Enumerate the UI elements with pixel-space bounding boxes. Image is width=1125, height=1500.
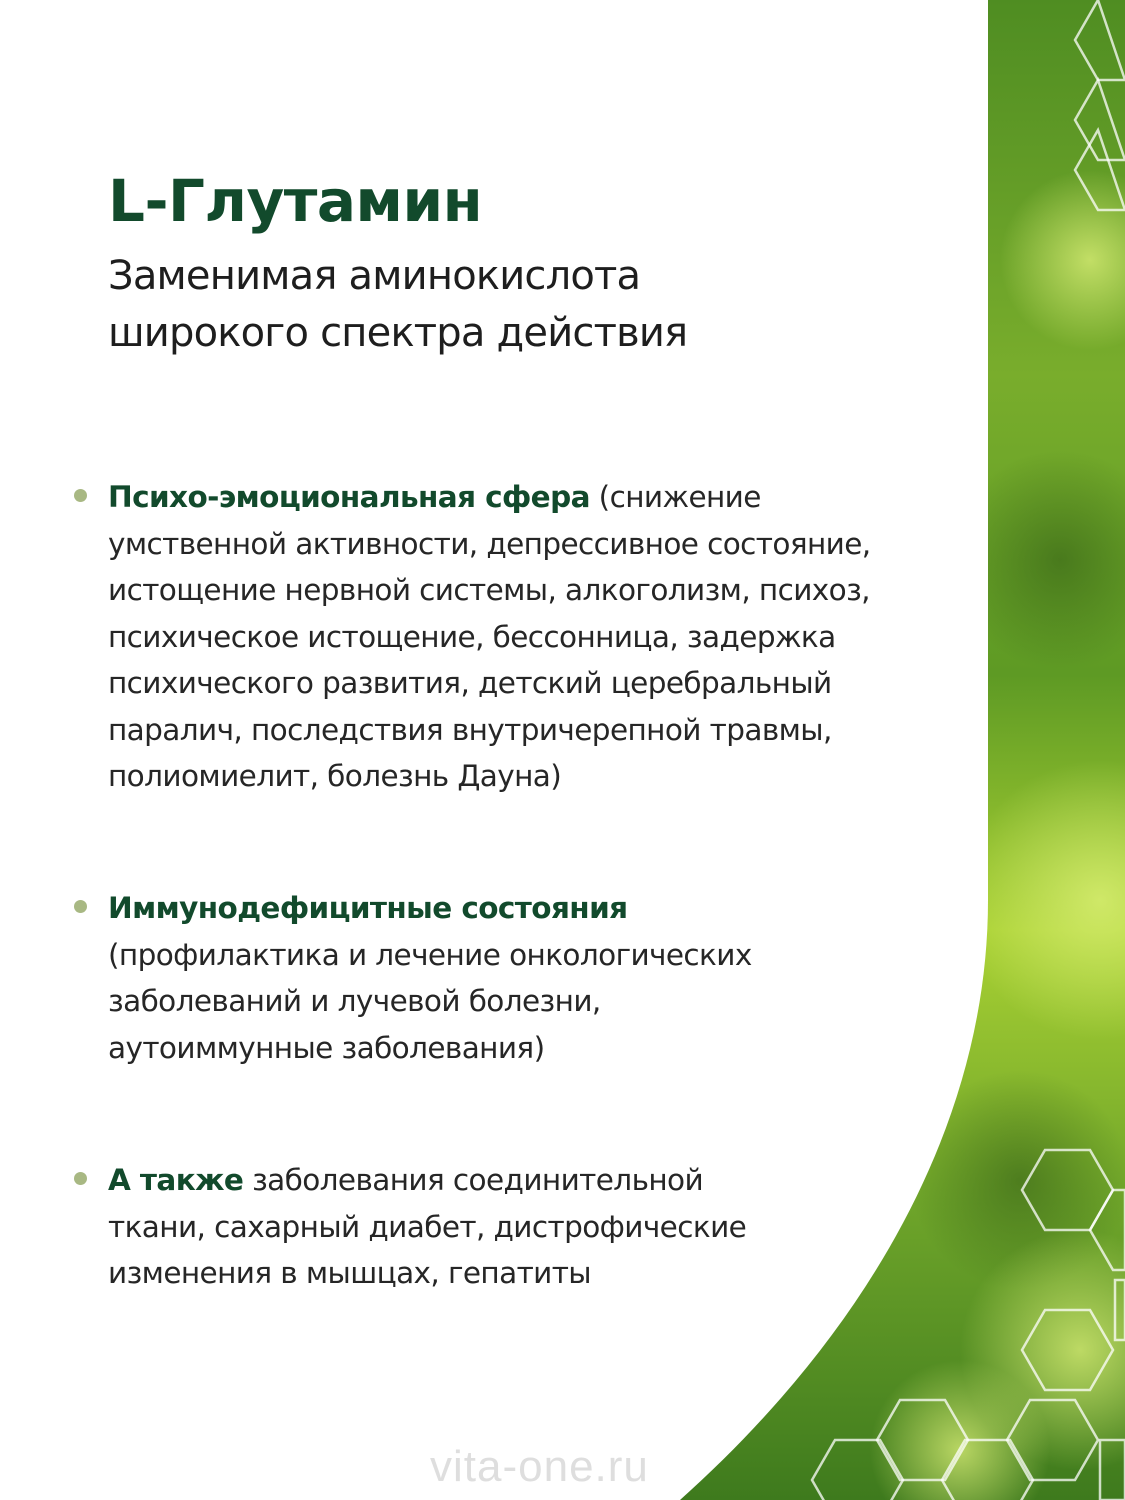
- item-lead-rest: (снижение: [589, 480, 761, 514]
- page-subtitle: [108, 248, 687, 362]
- item-line: ткани, сахарный диабет, дистрофические: [108, 1209, 747, 1244]
- page-title: L-Глутамин: [108, 167, 483, 235]
- item-line: [108, 885, 908, 932]
- list-item-text: [108, 885, 908, 1071]
- bullet-icon: [74, 900, 87, 913]
- item-line: психическое истощение, бессонница, задержка: [108, 619, 836, 654]
- item-line: заболеваний и лучевой болезни,: [108, 984, 601, 1018]
- subtitle-line: широкого спектра действия: [108, 310, 688, 356]
- item-lead: А также: [108, 1163, 244, 1197]
- bullet-icon: [74, 1172, 87, 1185]
- item-line: аутоиммунные заболевания): [108, 1030, 545, 1065]
- item-line: [108, 1157, 908, 1204]
- item-line: психического развития, детский церебральный: [108, 666, 832, 700]
- item-lead: Психо-эмоциональная сфера: [108, 480, 590, 514]
- item-line: умственной активности, депрессивное состояние,: [108, 526, 871, 561]
- item-line: истощение нервной системы, алкоголизм, психоз,: [108, 573, 870, 607]
- item-lead: Иммунодефицитные состояния: [108, 891, 628, 925]
- item-line: (профилактика и лечение онкологических: [108, 937, 752, 972]
- bullet-icon: [74, 489, 87, 502]
- item-line: [108, 474, 908, 521]
- list-item: [108, 885, 908, 1071]
- item-line: полиомиелит, болезнь Дауна): [108, 759, 562, 793]
- item-lead-rest: заболевания соединительной: [243, 1163, 704, 1197]
- list-item-text: [108, 474, 908, 800]
- list-item-text: [108, 1157, 908, 1297]
- item-line: изменения в мышцах, гепатиты: [108, 1256, 592, 1290]
- list-item: [108, 474, 908, 800]
- list-item: [108, 1157, 908, 1297]
- item-line: паралич, последствия внутричерепной травмы,: [108, 712, 832, 747]
- watermark: vita-one.ru: [430, 1442, 649, 1491]
- subtitle-line: Заменимая аминокислота: [108, 253, 641, 299]
